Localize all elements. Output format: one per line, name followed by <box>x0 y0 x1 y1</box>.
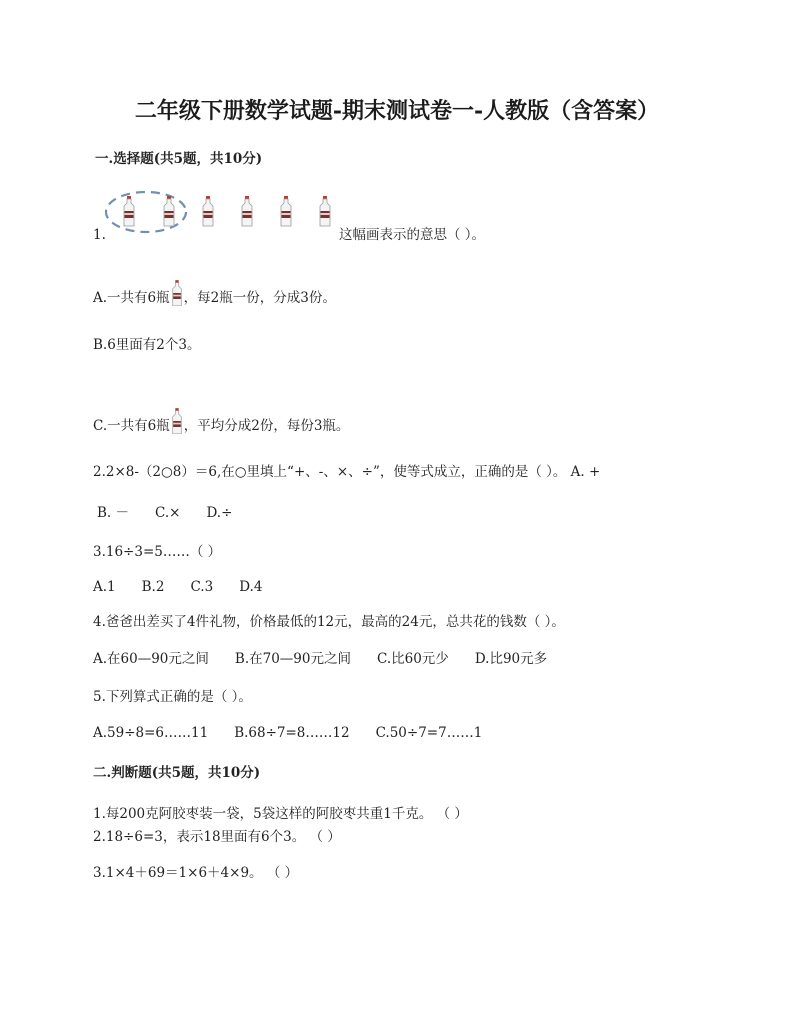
option-b: B.6里面有2个3。 <box>93 337 201 353</box>
bottle-icon <box>320 196 330 226</box>
option-b: B. － <box>97 505 130 521</box>
option-c: C.× <box>155 505 181 521</box>
option-text: ，平均分成2份，每份3瓶。 <box>183 418 350 434</box>
section-heading-choice: 一.选择题(共5题，共10分) <box>95 151 263 167</box>
question-3-stem: 3.16÷3=5……（ ） <box>93 544 222 560</box>
judgement-3: 3.1×4＋69＝1×6＋4×9。 （ ） <box>93 865 299 881</box>
option-a: A.1 <box>93 579 116 595</box>
question-4-stem: 4.爸爸出差买了4件礼物，价格最低的12元，最高的24元，总共花的钱数（ ）。 <box>93 614 565 630</box>
option-b: B.2 <box>141 579 165 595</box>
judgement-1: 1.每200克阿胶枣装一袋，5袋这样的阿胶枣共重1千克。 （ ） <box>93 806 468 822</box>
bottle-icon <box>203 196 213 226</box>
option-text: C.一共有6瓶 <box>93 418 170 434</box>
question-stem: 这幅画表示的意思（ ）。 <box>339 227 486 243</box>
option-d: D.÷ <box>206 505 233 521</box>
option-c: C.比60元少 <box>376 651 449 667</box>
option-text: A.一共有6瓶 <box>93 290 170 306</box>
option-d: D.比90元多 <box>474 651 548 667</box>
question-2-options <box>97 504 232 522</box>
option-a: A.在60—90元之间 <box>93 651 209 667</box>
option-c: C.3 <box>190 579 214 595</box>
section-heading-judgement: 二.判断题(共5题，共10分) <box>93 765 261 781</box>
question-3-options <box>93 578 262 596</box>
bottle-icon <box>164 196 174 226</box>
option-text: ，每2瓶一份，分成3份。 <box>183 290 336 306</box>
bottle-icon <box>124 196 134 226</box>
question-5-options <box>93 724 482 742</box>
option-b: B.68÷7=8……12 <box>234 725 350 741</box>
option-a: A.59÷8=6……11 <box>93 725 209 741</box>
judgement-2: 2.18÷6=3，表示18里面有6个3。 （ ） <box>93 829 341 845</box>
option-b: B.在70—90元之间 <box>234 651 351 667</box>
option-d: D.4 <box>239 579 263 595</box>
bottle-icon <box>242 196 252 226</box>
bottle-icon <box>281 196 291 226</box>
question-4-options <box>93 650 547 668</box>
page-title: 二年级下册数学试题-期末测试卷一-人教版（含答案） <box>134 98 660 124</box>
option-c <box>93 408 349 435</box>
option-c: C.50÷7=7……1 <box>375 725 483 741</box>
question-5-stem: 5.下列算式正确的是（ ）。 <box>93 689 252 705</box>
question-2-stem: 2.2×8-（2○8）＝6,在○里填上“+、-、×、÷”，使等式成立，正确的是（ ）。 A. + <box>93 464 601 480</box>
bottle-icon <box>171 408 183 434</box>
bottles-picture <box>100 188 340 244</box>
bottle-icon <box>171 280 183 306</box>
option-a <box>93 280 336 307</box>
question-number: 1. <box>93 227 106 243</box>
